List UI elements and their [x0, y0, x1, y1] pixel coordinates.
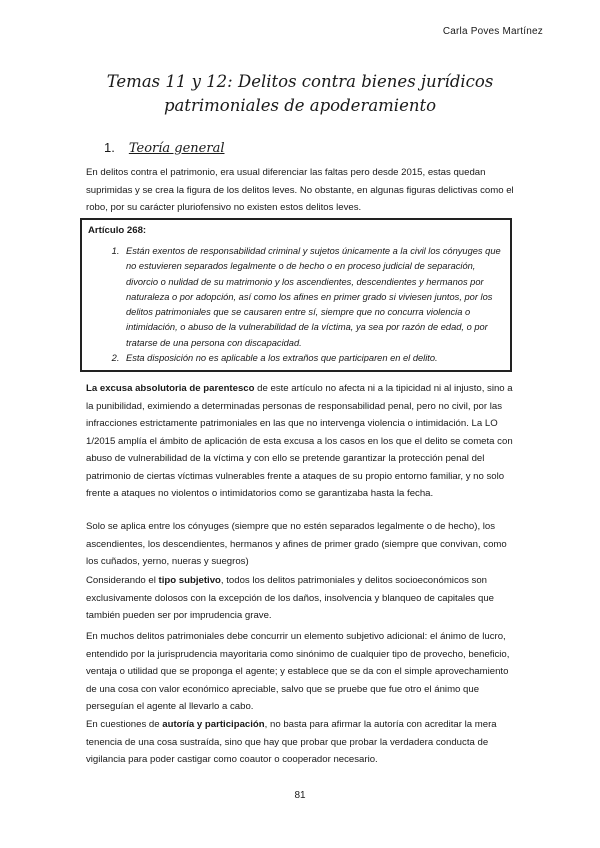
article-item: 2. Esta disposición no es aplicable a los extraños que participaren en el delito. [122, 351, 504, 366]
paragraph-tipo-subjetivo-bold: tipo subjetivo [158, 575, 221, 586]
paragraph-autoria-bold: autoría y participación [162, 719, 265, 730]
page-title [60, 70, 540, 118]
paragraph-autoria [86, 716, 518, 769]
paragraph-excusa [86, 380, 518, 503]
section-label: Teoría general [128, 141, 225, 156]
paragraph-autoria-pre: En cuestiones de [86, 719, 163, 730]
paragraph-autoria-text: , no basta para afirmar la autoría con acreditar la mera tenencia de una cosa sustraída, sino que hay que probar que probar la verdadera conducta de vigilancia para poder castigar como coautor o cooperador necesario. [86, 719, 497, 765]
header-author: Carla Poves Martínez [442, 26, 543, 37]
section-number: 1. [104, 140, 115, 155]
paragraph-intro: En delitos contra el patrimonio, era usual diferenciar las faltas pero desde 2015, estas quedan suprimidas y se crea la figura de los delitos leves. No obstante, en algunas figuras delictivas como el robo, por su carácter pluriofensivo no existen estos delitos leves. [86, 167, 514, 213]
paragraph-tipo-subjetivo-pre: Considerando el [86, 575, 159, 586]
section-heading [104, 140, 224, 156]
page-title-line-1: Temas 11 y 12: Delitos contra bienes jurídicos [106, 72, 494, 91]
paragraph-aplicacion: Solo se aplica entre los cónyuges (siempre que no estén separados legalmente o de hecho), los ascendientes, los descendientes, hermanos y afines de primer grado (siempre que convivan, como los cuñados, yerno, nueras y suegros) [86, 521, 507, 567]
article-list [88, 244, 504, 366]
paragraph-tipo-subjetivo [86, 572, 518, 625]
paragraph-tipo-subjetivo-text: , todos los delitos patrimoniales y delitos socioeconómicos son exclusivamente dolosos con la excepción de los daños, insolvencia y blanqueo de capitales que también pueden ser por imprudencia grave. [86, 575, 494, 621]
paragraph-excusa-bold: La excusa absolutoria de parentesco [86, 383, 255, 394]
paragraph-animo-lucro: En muchos delitos patrimoniales debe concurrir un elemento subjetivo adicional: el ánimo de lucro, entendido por la jurisprudencia mayoritaria como sinónimo de cualquier tipo de provecho, beneficio, ventaja o utilidad que se proponga el agente; y establece que se da con el simple aprovechamiento de una cosa con valor económico apreciable, salvo que se pruebe que fue otro el ánimo que perseguían el agente al llevarlo a cabo. [86, 631, 510, 712]
article-box [80, 218, 512, 372]
article-title: Artículo 268: [88, 225, 147, 236]
article-item: 1. Están exentos de responsabilidad criminal y sujetos únicamente a la civil los cónyuges que no estuvieren separados legalmente o de hecho o en proceso judicial de separación, divorcio o nulidad de su matrimonio y los ascendientes, descendientes y hermanos por naturaleza o por adopción, así como los afines en primer grado si viviesen juntos, por los delitos patrimoniales que se causaren entre sí, siempre que no concurra violencia o intimidación, o abuso de la vulnerabilidad de la víctima, ya sea por razón de edad, o por tratarse de una persona con discapacidad. [122, 244, 504, 351]
paragraph-excusa-text: de este artículo no afecta ni a la tipicidad ni al injusto, sino a la punibilidad, eximiendo a determinadas personas de responsabilidad penal, pero no civil, por las infracciones estrictamente patrimoniales en las que no intervenga violencia o intimidación. La LO 1/2015 amplía el ámbito de aplicación de esta excusa a los casos en los que el delito se cometa con abuso de vulnerabilidad de la víctima y con ello se pretende garantizar la protección penal del patrimonio de ciertas víctimas vulnerables frente a ataques de su propio entorno familiar, y no solo frente a ataques no violentos o intimidatorios como se garantizaba hasta la fecha. [86, 383, 513, 499]
page-number: 81 [294, 790, 306, 801]
page-title-line-2: patrimoniales de apoderamiento [163, 96, 437, 115]
